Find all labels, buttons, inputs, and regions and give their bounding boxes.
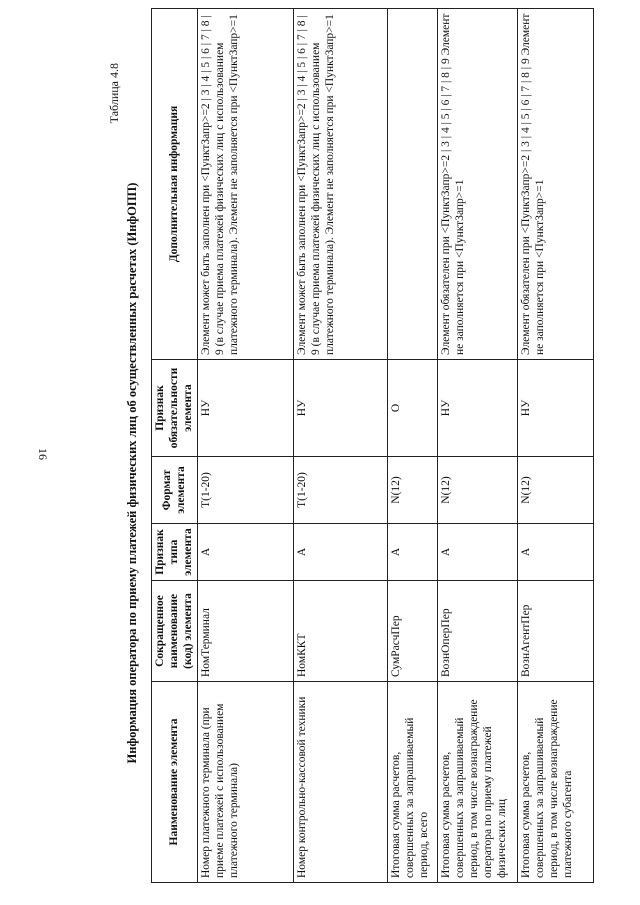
cell-type: А — [198, 524, 294, 581]
table-caption: Информация оператора по приему платежей физических лиц об осуществленных расчетах (ИнфОПП) — [125, 182, 139, 764]
cell-info: Элемент может быть заполнен при <ПунктЗапр>=2 | 3 | 4 | 5 | 6 | 7 | 8 | 9 (в случае приема платежей физических лиц с использованием платежного терминала). Элемент не заполняется при <ПунктЗапр>=1 — [294, 9, 388, 360]
header-name: Наименование элемента — [152, 682, 198, 883]
cell-code: НомТерминал — [198, 581, 294, 682]
cell-required: НУ — [294, 360, 388, 457]
header-info: Дополнительная информация — [152, 9, 198, 360]
cell-code: НомККТ — [294, 581, 388, 682]
cell-format: T(1-20) — [294, 457, 388, 524]
cell-format: N(12) — [388, 457, 438, 524]
cell-format: N(12) — [518, 457, 594, 524]
cell-required: НУ — [518, 360, 594, 457]
cell-required: НУ — [198, 360, 294, 457]
table-header-row — [152, 9, 198, 883]
cell-code: ВознАгентПер — [518, 581, 594, 682]
header-format: Формат элемента — [152, 457, 198, 524]
cell-type: А — [294, 524, 388, 581]
rotated-content — [107, 13, 637, 883]
header-code: Сокращенное наименование (код) элемента — [152, 581, 198, 682]
header-type: Признак типа элемента — [152, 524, 198, 581]
cell-name: Номер платежного терминала (при приеме платежей с использованием платежного терминала) — [198, 682, 294, 883]
cell-type: А — [518, 524, 594, 581]
cell-info: Элемент может быть заполнен при <ПунктЗапр>=2 | 3 | 4 | 5 | 6 | 7 | 8 | 9 (в случае приема платежей физических лиц с использованием платежного терминала). Элемент не заполняется при <ПунктЗапр>=1 — [198, 9, 294, 360]
table-row — [438, 9, 518, 883]
table-row — [198, 9, 294, 883]
table-row — [518, 9, 594, 883]
cell-code: ВознОперПер — [438, 581, 518, 682]
cell-info — [388, 9, 438, 360]
cell-name: Итоговая сумма расчетов, совершенных за запрашиваемый период, в том числе вознаграждение платежного субагента — [518, 682, 594, 883]
cell-name: Итоговая сумма расчетов, совершенных за запрашиваемый период, в том числе вознаграждение оператора по приему платежей физических лиц — [438, 682, 518, 883]
cell-info: Элемент обязателен при <ПунктЗапр>=2 | 3 | 4 | 5 | 6 | 7 | 8 | 9 Элемент не заполняется при <ПунктЗапр>=1 — [518, 9, 594, 360]
page-number: 16 — [36, 448, 50, 460]
cell-name: Итоговая сумма расчетов, совершенных за запрашиваемый период, всего — [388, 682, 438, 883]
cell-required: НУ — [438, 360, 518, 457]
cell-required: О — [388, 360, 438, 457]
table-row — [388, 9, 438, 883]
table-label: Таблица 4.8 — [107, 63, 121, 124]
data-table — [151, 8, 594, 883]
cell-format: N(12) — [438, 457, 518, 524]
cell-type: А — [438, 524, 518, 581]
cell-code: СумРасчПер — [388, 581, 438, 682]
table-row — [294, 9, 388, 883]
cell-info: Элемент обязателен при <ПунктЗапр>=2 | 3 | 4 | 5 | 6 | 7 | 8 | 9 Элемент не заполняется при <ПунктЗапр>=1 — [438, 9, 518, 360]
cell-format: T(1-20) — [198, 457, 294, 524]
cell-name: Номер контрольно-кассовой техники — [294, 682, 388, 883]
header-required: Признак обязательности элемента — [152, 360, 198, 457]
cell-type: А — [388, 524, 438, 581]
